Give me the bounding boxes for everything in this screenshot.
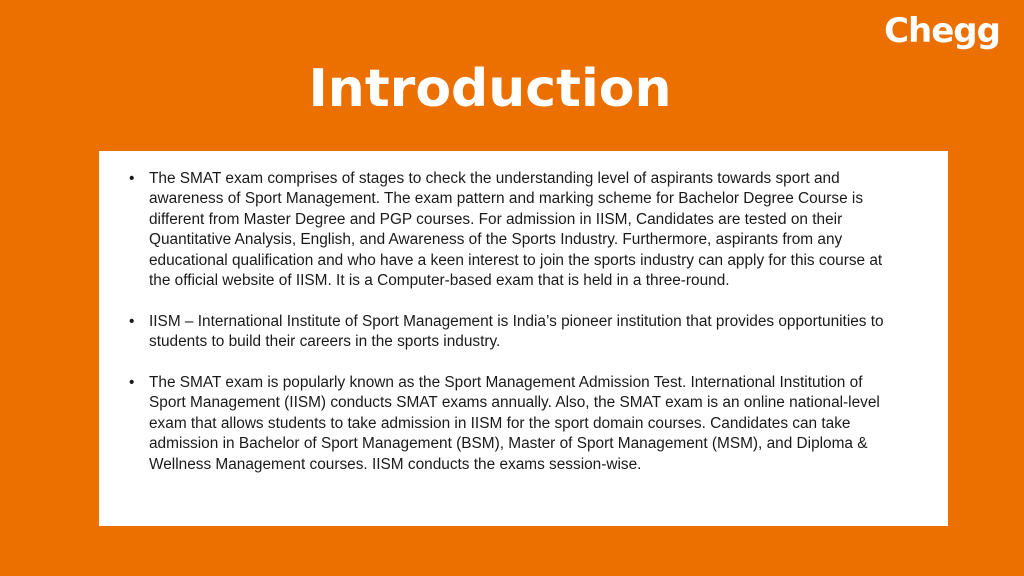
bullet-dot-icon: • [129, 312, 135, 330]
bullet-list [129, 169, 892, 475]
bullet-text: The SMAT exam comprises of stages to check the understanding level of aspirants towards sport and awareness of Sport Management. The exam pattern and marking scheme for Bachelor Degree Course is different from Master Degree and PGP courses. For admission in IISM, Candidates are tested on their Quantitative Analysis, English, and Awareness of the Sports Industry. Furthermore, aspirants from any educational qualification and who have a keen interest to join the sports industry can apply for this course at the official website of IISM. It is a Computer-based exam that is held in a three-round. [149, 170, 883, 290]
bullet-text: IISM – International Institute of Sport Management is India’s pioneer institution that provides opportunities to students to build their careers in the sports industry. [149, 312, 884, 351]
content-card [99, 151, 948, 526]
bullet-item [129, 373, 892, 475]
bullet-text: The SMAT exam is popularly known as the Sport Management Admission Test. International Institution of Sport Management (IISM) conducts SMAT exams annually. Also, the SMAT exam is an online national-level exam that allows students to take admission in IISM for the sport domain courses. Candidates can take admission in Bachelor of Sport Management (BSM), Master of Sport Management (MSM), and Diploma & Wellness Management courses. IISM conducts the exams session-wise. [149, 374, 880, 473]
bullet-dot-icon: • [129, 170, 135, 187]
chegg-logo: Chegg [884, 11, 1000, 51]
bullet-dot-icon: • [129, 374, 135, 392]
slide-title: Introduction [308, 59, 672, 119]
bullet-item [129, 312, 892, 353]
bullet-item [129, 169, 892, 291]
